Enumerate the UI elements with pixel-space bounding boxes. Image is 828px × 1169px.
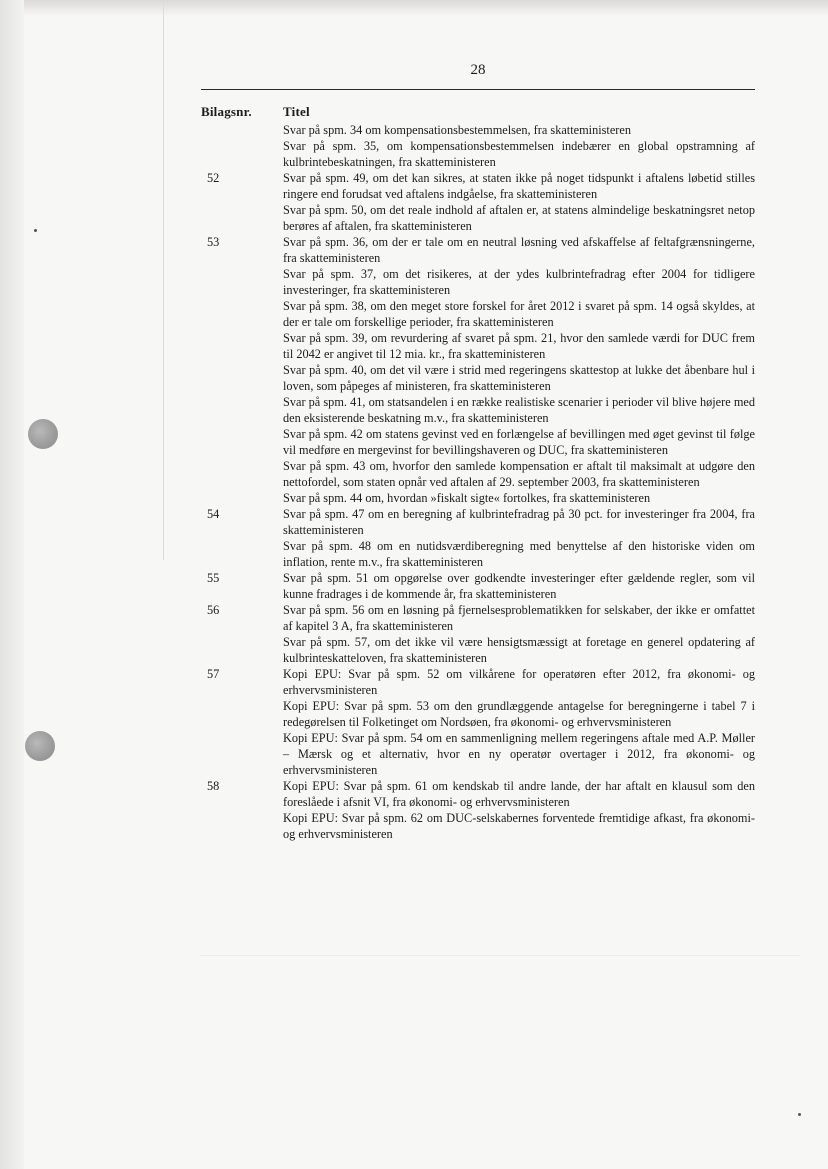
scan-edge-top — [0, 0, 828, 16]
table-entry: Svar på spm. 48 om en nutidsværdiberegning med benyttelse af den historiske viden om inflation, rente m.v., fra skatteministeren — [283, 539, 755, 569]
table-entry: Svar på spm. 39, om revurdering af svaret på spm. 21, hvor den samlede værdi for DUC frem til 2042 er angivet til 12 mia. kr., fra skatteministeren — [283, 331, 755, 361]
scan-faint-line — [200, 955, 800, 956]
page-number: 28 — [470, 62, 486, 78]
group-number: 55 — [207, 571, 220, 585]
table-entry: Svar på spm. 56 om en løsning på fjernelsesproblematikken for selskaber, der ikke er omfattet af kapitel 3 A, fra skatteministeren — [283, 603, 755, 633]
group-entries — [283, 666, 755, 778]
table-entry: Svar på spm. 37, om det risikeres, at der ydes kulbrintefradrag efter 2004 for tidligere investeringer, fra skatteministeren — [283, 267, 755, 297]
table-entry: Svar på spm. 41, om statsandelen i en række realistiske scenarier i perioder vil blive højere med den eksisterende beskatning m.v., fra skatteministeren — [283, 395, 755, 425]
table-header-row — [201, 104, 761, 122]
table-entry: Svar på spm. 36, om der er tale om en neutral løsning ved afskaffelse af feltafgrænsningerne, fra skatteministeren — [283, 235, 755, 265]
group-number: 56 — [207, 603, 220, 617]
table-entry: Svar på spm. 34 om kompensationsbestemmelsen, fra skatteministeren — [283, 123, 631, 137]
group-number: 53 — [207, 235, 220, 249]
table-group — [201, 666, 761, 778]
group-entries — [283, 778, 755, 842]
group-entries — [283, 234, 755, 506]
table-entry: Svar på spm. 47 om en beregning af kulbrintefradrag på 30 pct. for investeringer fra 2004, fra skatteministeren — [283, 507, 755, 537]
header-rule — [201, 89, 755, 90]
group-number: 54 — [207, 507, 220, 521]
appendix-table — [201, 104, 761, 842]
table-entry: Kopi EPU: Svar på spm. 61 om kendskab til andre lande, der har aftalt en klausul som den foreslåede i afsnit VI, fra økonomi- og erhvervsministeren — [283, 779, 755, 809]
table-entry: Svar på spm. 38, om den meget store forskel for året 2012 i svaret på spm. 14 også skyldes, at der er tale om forskellige perioder, fra skatteministeren — [283, 299, 755, 329]
group-number: 52 — [207, 171, 220, 185]
table-entry: Kopi EPU: Svar på spm. 52 om vilkårene for operatøren efter 2012, fra økonomi- og erhvervsministeren — [283, 667, 755, 697]
table-entry: Svar på spm. 43 om, hvorfor den samlede kompensation er aftalt til maksimalt at udgøre den nettofordel, som staten opnår ved aftalen af 29. september 2003, fra skatteministeren — [283, 459, 755, 489]
binding-shadow-line — [163, 0, 164, 560]
group-entries — [283, 170, 755, 234]
table-entry: Svar på spm. 49, om det kan sikres, at staten ikke på noget tidspunkt i aftalens løbetid stilles ringere end forudsat ved aftalens indgåelse, fra skatteministeren — [283, 171, 755, 201]
table-entry: Svar på spm. 40, om det vil være i strid med regeringens skattestop at lukke det åbenbare hul i loven, som påpeges af ministeren, fra skatteministeren — [283, 363, 755, 393]
table-group — [201, 778, 761, 842]
group-entries — [283, 122, 755, 170]
table-entry: Kopi EPU: Svar på spm. 54 om en sammenligning mellem regeringens aftale med A.P. Møller – Mærsk og et alternativ, hvor en ny operatør overtager i 2012, fra økonomi- og erhvervsministeren — [283, 731, 755, 777]
table-entry: Svar på spm. 42 om statens gevinst ved en forlængelse af bevillingen med øget gevinst til følge vil medføre en mergevinst for bevillingshaveren og DUC, fra skatteministeren — [283, 427, 755, 457]
table-group — [201, 122, 761, 170]
group-entries — [283, 506, 755, 570]
scan-speck — [798, 1113, 801, 1116]
scan-edge-left — [0, 0, 24, 1169]
table-group — [201, 506, 761, 570]
table-entry: Svar på spm. 35, om kompensationsbestemmelsen indebærer en global opstramning af kulbrintebeskatningen, fra skatteministeren — [283, 139, 755, 169]
table-entry: Kopi EPU: Svar på spm. 53 om den grundlæggende antagelse for beregningerne i tabel 7 i redegørelsen til Folketinget om Nordsøen, fra økonomi- og erhvervsministeren — [283, 699, 755, 729]
table-entry: Svar på spm. 44 om, hvordan »fiskalt sigte« fortolkes, fra skatteministeren — [283, 491, 651, 505]
table-entry: Svar på spm. 57, om det ikke vil være hensigtsmæssigt at foretage en generel opdatering af kulbrinteskatteloven, fra skatteministeren — [283, 635, 755, 665]
group-number: 57 — [207, 667, 220, 681]
scan-speck — [34, 229, 37, 232]
group-number: 58 — [207, 779, 220, 793]
column-header-title: Titel — [283, 104, 310, 119]
table-group — [201, 170, 761, 234]
punch-hole-upper — [28, 419, 58, 449]
table-entry: Svar på spm. 51 om opgørelse over godkendte investeringer efter gældende regler, som vil kunne fradrages i de kommende år, fra skatteministeren — [283, 571, 755, 601]
table-entry: Kopi EPU: Svar på spm. 62 om DUC-selskabernes forventede fremtidige afkast, fra økonomi- og erhvervsministeren — [283, 811, 755, 841]
table-group — [201, 570, 761, 602]
table-group — [201, 602, 761, 666]
group-entries — [283, 602, 755, 666]
table-group — [201, 234, 761, 506]
table-entry: Svar på spm. 50, om det reale indhold af aftalen er, at statens almindelige beskatningsret netop berøres af aftalen, fra skatteministeren — [283, 203, 755, 233]
group-entries — [283, 570, 755, 602]
column-header-number: Bilagsnr. — [201, 104, 252, 119]
punch-hole-lower — [25, 731, 55, 761]
